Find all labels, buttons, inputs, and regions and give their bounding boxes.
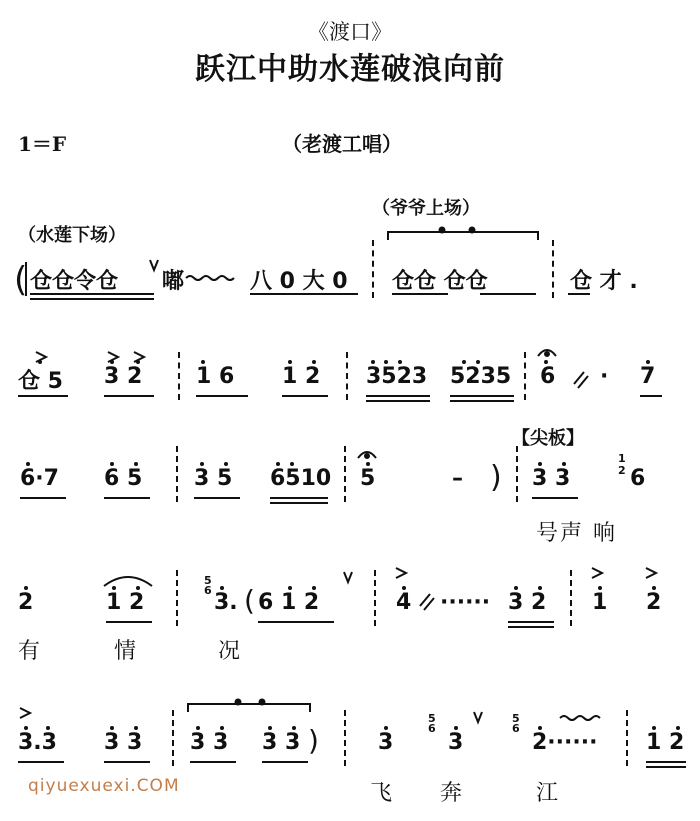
lyric: 奔 bbox=[440, 781, 465, 806]
close-paren: ) bbox=[308, 724, 319, 757]
note-group: 5235 bbox=[450, 364, 512, 389]
lyric: 飞 bbox=[370, 781, 395, 806]
note-group: 1 2 bbox=[106, 590, 145, 615]
tremolo-wave bbox=[560, 716, 600, 720]
note-group: 2 bbox=[18, 590, 34, 615]
singer-note: （老渡工唱） bbox=[282, 132, 402, 156]
note-group: 3 3 bbox=[262, 730, 301, 755]
percussion-phrase-2: 八 0 大 0 bbox=[250, 269, 348, 294]
song-title: 跃江中助水莲破浪向前 bbox=[195, 52, 505, 87]
dot-extension: · bbox=[600, 364, 609, 389]
slur-mark bbox=[104, 577, 152, 586]
note-group: 3523 bbox=[366, 364, 428, 389]
grace-note: 5 bbox=[428, 712, 436, 725]
note-accent: 1 bbox=[592, 590, 608, 615]
open-paren: ( bbox=[244, 584, 255, 617]
note-group: 6 1 2 bbox=[258, 590, 320, 615]
note-group: 3 3 bbox=[104, 730, 143, 755]
breath-mark bbox=[344, 572, 352, 582]
accent-mark bbox=[36, 352, 46, 362]
lyric: 情 bbox=[114, 639, 139, 664]
watermark: qiyuexuexi.COM bbox=[28, 776, 180, 796]
accent-mark bbox=[134, 352, 144, 362]
note-group: 3 5 bbox=[194, 466, 233, 491]
tremolo-dots: ······ bbox=[440, 590, 491, 615]
note-group: 3 2 bbox=[104, 364, 143, 389]
note-group: 6·7 bbox=[20, 466, 59, 491]
extension-dash: – bbox=[452, 466, 463, 491]
bracket-circle bbox=[260, 700, 265, 705]
jianban-label: 【尖板】 bbox=[512, 428, 584, 449]
tremolo-slash bbox=[420, 594, 434, 610]
stage-direction-shuilian: （水莲下场） bbox=[18, 225, 126, 246]
percussion-phrase-3: 仓仓 仓仓 bbox=[392, 269, 488, 294]
grace-note: 5 bbox=[204, 574, 212, 587]
key-signature: 1＝F bbox=[18, 132, 67, 156]
lyric: 江 bbox=[536, 781, 561, 806]
note-fermata: 5 bbox=[360, 466, 376, 491]
grace-note: 1 bbox=[618, 452, 626, 465]
note-group: 3.3 bbox=[18, 730, 57, 755]
percussion-du: 嘟 bbox=[162, 269, 185, 294]
dashed-bracket bbox=[388, 232, 538, 240]
percussion-phrase-1: 仓仓令仓 bbox=[30, 269, 119, 294]
accent-mark bbox=[646, 568, 656, 578]
note-fermata: 6 bbox=[540, 364, 556, 389]
breath-mark bbox=[474, 712, 482, 722]
accent-mark bbox=[592, 568, 602, 578]
grace-note: 6 bbox=[512, 722, 520, 735]
lyric: 有 bbox=[18, 639, 43, 664]
note-accent: 2 bbox=[646, 590, 662, 615]
note-group: 3 3 bbox=[190, 730, 229, 755]
open-paren: ( bbox=[14, 260, 28, 300]
lyric: 况 bbox=[218, 639, 243, 664]
accent-mark bbox=[396, 568, 406, 578]
close-paren: ) bbox=[490, 460, 502, 495]
percussion-phrase-4: 仓 才 . bbox=[570, 269, 638, 294]
bracket-circle bbox=[236, 700, 241, 705]
note-accent: 4 bbox=[396, 590, 412, 615]
note-group: 3. bbox=[214, 590, 238, 615]
note-group: 6 5 bbox=[104, 466, 143, 491]
lyric: 号声 响 bbox=[536, 521, 617, 546]
note-group: 3 2 bbox=[508, 590, 547, 615]
fermata-dot bbox=[545, 352, 549, 356]
grace-note: 6 bbox=[204, 584, 212, 597]
note-group: 2······ bbox=[532, 730, 598, 755]
stage-direction-grandpa: （爷爷上场） bbox=[372, 198, 480, 219]
dashed-bracket bbox=[188, 704, 310, 712]
note-group: 3 3 bbox=[532, 466, 571, 491]
note-group: 7 bbox=[640, 364, 656, 389]
grace-note: 5 bbox=[512, 712, 520, 725]
accent-mark bbox=[20, 708, 30, 718]
breath-mark bbox=[150, 260, 158, 270]
tremolo-wave bbox=[186, 276, 234, 280]
note-group: 1 2 bbox=[282, 364, 321, 389]
note-group: 6 bbox=[630, 466, 646, 491]
fermata-dot bbox=[365, 454, 369, 458]
tremolo-slash bbox=[574, 372, 588, 388]
accent-mark bbox=[108, 352, 118, 362]
bracket-circle bbox=[470, 228, 475, 233]
note-group: 3 bbox=[448, 730, 464, 755]
note-group: 仓 5 bbox=[18, 369, 63, 394]
note-group: 1 6 bbox=[196, 364, 235, 389]
note-group: 3 bbox=[378, 730, 394, 755]
grace-note: 2 bbox=[618, 464, 626, 477]
note-group: 1 2 bbox=[646, 730, 685, 755]
grace-note: 6 bbox=[428, 722, 436, 735]
bracket-circle bbox=[440, 228, 445, 233]
note-group: 6510 bbox=[270, 466, 332, 491]
opera-title: 《渡口》 bbox=[308, 20, 392, 44]
